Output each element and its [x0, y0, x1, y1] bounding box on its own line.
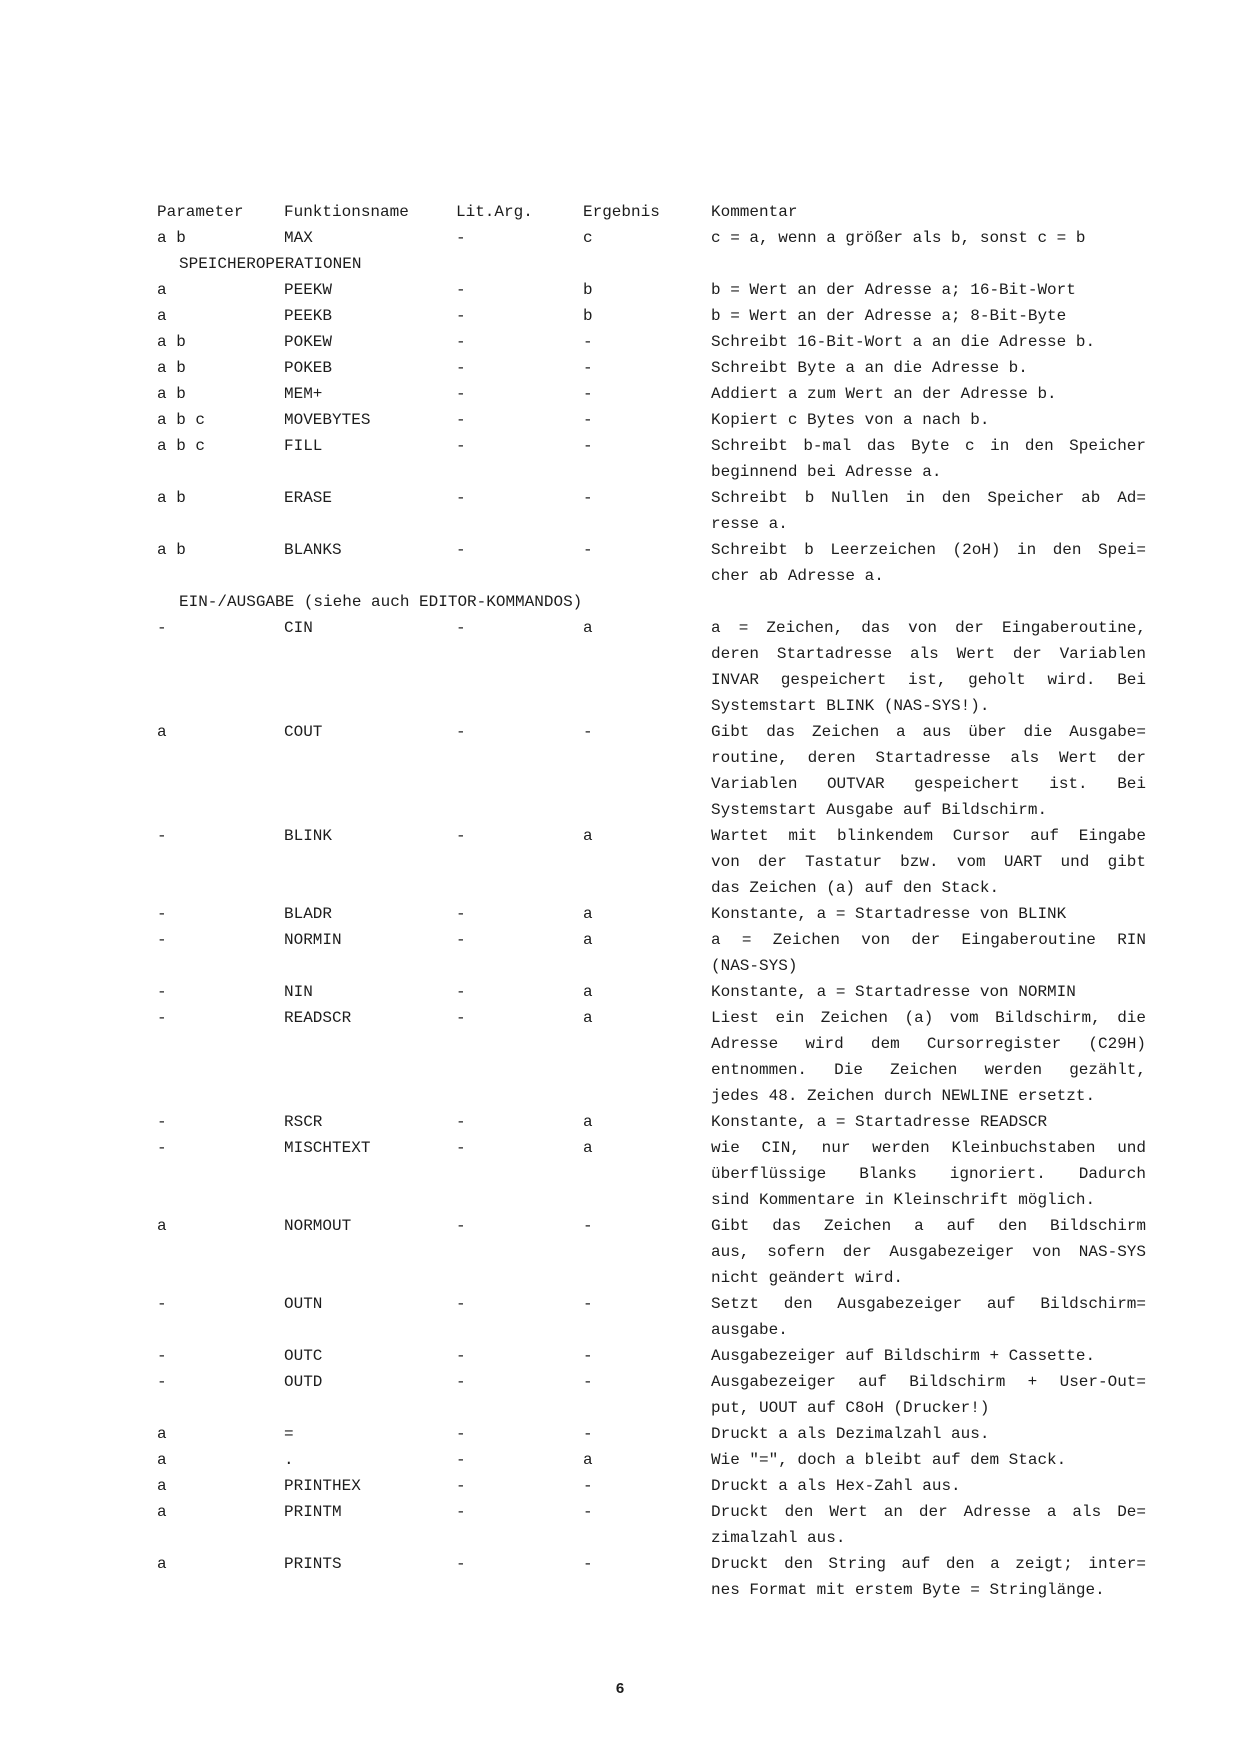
lit-arg-cell: - — [456, 359, 466, 377]
lit-arg-cell: - — [456, 1451, 466, 1469]
parameter-cell: a — [157, 307, 167, 325]
comment-cell: cher ab Adresse a. — [711, 567, 884, 585]
table-header — [157, 199, 1157, 225]
function-name-cell: BLADR — [284, 905, 333, 923]
result-cell: - — [583, 1477, 593, 1495]
parameter-cell: a b c — [157, 411, 206, 429]
comment-cell: put, UOUT auf C8oH (Drucker!) — [711, 1399, 990, 1417]
comment-cell: Schreibt b Leerzeichen (2oH) in den Spei= — [711, 541, 1146, 559]
table-row-continuation — [157, 693, 1157, 719]
comment-cell: Systemstart Ausgabe auf Bildschirm. — [711, 801, 1048, 819]
comment-cell: routine, deren Startadresse als Wert der — [711, 749, 1146, 767]
parameter-cell: a — [157, 1217, 167, 1235]
comment-cell: INVAR gespeichert ist, geholt wird. Bei — [711, 671, 1146, 689]
lit-arg-cell: - — [456, 1373, 466, 1391]
result-cell: a — [583, 931, 593, 949]
function-name-cell: NIN — [284, 983, 313, 1001]
result-cell: a — [583, 1451, 593, 1469]
parameter-cell: - — [157, 1113, 167, 1131]
comment-cell: überflüssige Blanks ignoriert. Dadurch — [711, 1165, 1146, 1183]
function-name-cell: CIN — [284, 619, 313, 637]
lit-arg-cell: - — [456, 1113, 466, 1131]
result-cell: - — [583, 1503, 593, 1521]
table-row — [157, 823, 1157, 849]
function-name-cell: READSCR — [284, 1009, 352, 1027]
comment-cell: ausgabe. — [711, 1321, 788, 1339]
table-row — [157, 719, 1157, 745]
lit-arg-cell: - — [456, 1425, 466, 1443]
table-row — [157, 901, 1157, 927]
table-row-continuation — [157, 459, 1157, 485]
lit-arg-cell: - — [456, 1009, 466, 1027]
result-cell: a — [583, 1009, 593, 1027]
comment-cell: Druckt den Wert an der Adresse a als De= — [711, 1503, 1146, 1521]
parameter-cell: a b — [157, 359, 186, 377]
table-row-continuation — [157, 953, 1157, 979]
table-row-continuation — [157, 641, 1157, 667]
comment-cell: Ausgabezeiger auf Bildschirm + Cassette. — [711, 1347, 1096, 1365]
result-cell: a — [583, 827, 593, 845]
table-row — [157, 433, 1157, 459]
page-number: 6 — [615, 1680, 625, 1697]
result-cell: - — [583, 1295, 593, 1313]
result-cell: a — [583, 1113, 593, 1131]
table-row — [157, 485, 1157, 511]
parameter-cell: a b — [157, 541, 186, 559]
lit-arg-cell: - — [456, 411, 466, 429]
comment-cell: b = Wert an der Adresse a; 16-Bit-Wort — [711, 281, 1076, 299]
result-cell: - — [583, 723, 593, 741]
table-row — [157, 225, 1157, 251]
parameter-cell: a b c — [157, 437, 206, 455]
table-row — [157, 277, 1157, 303]
lit-arg-cell: - — [456, 619, 466, 637]
table-row-continuation — [157, 849, 1157, 875]
parameter-cell: - — [157, 1347, 167, 1365]
table-row-continuation — [157, 1525, 1157, 1551]
lit-arg-cell: - — [456, 489, 466, 507]
table-row-continuation — [157, 563, 1157, 589]
comment-cell: nes Format mit erstem Byte = Stringlänge. — [711, 1581, 1105, 1599]
comment-cell: Konstante, a = Startadresse READSCR — [711, 1113, 1048, 1131]
function-name-cell: BLANKS — [284, 541, 342, 559]
table-row — [157, 1135, 1157, 1161]
parameter-cell: - — [157, 1373, 167, 1391]
section-heading — [157, 589, 1157, 615]
header-funktionsname: Funktionsname — [284, 203, 409, 221]
table-row — [157, 1551, 1157, 1577]
comment-cell: Ausgabezeiger auf Bildschirm + User-Out= — [711, 1373, 1146, 1391]
result-cell: - — [583, 411, 593, 429]
comment-cell: von der Tastatur bzw. vom UART und gibt — [711, 853, 1146, 871]
function-name-cell: MOVEBYTES — [284, 411, 371, 429]
function-name-cell: PRINTM — [284, 1503, 342, 1521]
lit-arg-cell: - — [456, 1295, 466, 1313]
comment-cell: Adresse wird dem Cursorregister (C29H) — [711, 1035, 1146, 1053]
table-row — [157, 355, 1157, 381]
comment-cell: (NAS-SYS) — [711, 957, 798, 975]
lit-arg-cell: - — [456, 229, 466, 247]
result-cell: - — [583, 333, 593, 351]
comment-cell: Kopiert c Bytes von a nach b. — [711, 411, 990, 429]
header-lit-arg: Lit.Arg. — [456, 203, 533, 221]
comment-cell: b = Wert an der Adresse a; 8-Bit-Byte — [711, 307, 1067, 325]
table-row — [157, 615, 1157, 641]
parameter-cell: - — [157, 619, 167, 637]
function-name-cell: MISCHTEXT — [284, 1139, 371, 1157]
lit-arg-cell: - — [456, 827, 466, 845]
table-row — [157, 1499, 1157, 1525]
function-name-cell: RSCR — [284, 1113, 323, 1131]
comment-cell: a = Zeichen von der Eingaberoutine RIN — [711, 931, 1146, 949]
result-cell: c — [583, 229, 593, 247]
comment-cell: Konstante, a = Startadresse von NORMIN — [711, 983, 1076, 1001]
parameter-cell: - — [157, 1009, 167, 1027]
function-name-cell: POKEW — [284, 333, 333, 351]
function-name-cell: FILL — [284, 437, 323, 455]
function-name-cell: = — [284, 1425, 294, 1443]
table-row-continuation — [157, 1161, 1157, 1187]
table-row-continuation — [157, 1239, 1157, 1265]
table-row-continuation — [157, 1083, 1157, 1109]
result-cell: b — [583, 307, 593, 325]
comment-cell: wie CIN, nur werden Kleinbuchstaben und — [711, 1139, 1146, 1157]
function-table — [157, 199, 1157, 1603]
function-name-cell: ERASE — [284, 489, 333, 507]
result-cell: a — [583, 905, 593, 923]
lit-arg-cell: - — [456, 1503, 466, 1521]
table-row-continuation — [157, 875, 1157, 901]
function-name-cell: MEM+ — [284, 385, 323, 403]
table-row — [157, 1473, 1157, 1499]
comment-cell: c = a, wenn a größer als b, sonst c = b — [711, 229, 1086, 247]
parameter-cell: - — [157, 931, 167, 949]
comment-cell: Addiert a zum Wert an der Adresse b. — [711, 385, 1057, 403]
function-name-cell: PRINTHEX — [284, 1477, 361, 1495]
header-parameter: Parameter — [157, 203, 244, 221]
lit-arg-cell: - — [456, 983, 466, 1001]
table-row-continuation — [157, 1265, 1157, 1291]
function-name-cell: BLINK — [284, 827, 333, 845]
comment-cell: Liest ein Zeichen (a) vom Bildschirm, die — [711, 1009, 1146, 1027]
comment-cell: Druckt den String auf den a zeigt; inter= — [711, 1555, 1146, 1573]
table-row — [157, 1343, 1157, 1369]
function-name-cell: PEEKB — [284, 307, 333, 325]
comment-cell: jedes 48. Zeichen durch NEWLINE ersetzt. — [711, 1087, 1096, 1105]
table-row-continuation — [157, 1395, 1157, 1421]
function-name-cell: POKEB — [284, 359, 333, 377]
lit-arg-cell: - — [456, 385, 466, 403]
result-cell: - — [583, 489, 593, 507]
table-row — [157, 1109, 1157, 1135]
parameter-cell: a — [157, 1503, 167, 1521]
result-cell: - — [583, 1373, 593, 1391]
comment-cell: Schreibt Byte a an die Adresse b. — [711, 359, 1028, 377]
comment-cell: Setzt den Ausgabezeiger auf Bildschirm= — [711, 1295, 1146, 1313]
table-row — [157, 381, 1157, 407]
lit-arg-cell: - — [456, 541, 466, 559]
result-cell: - — [583, 1425, 593, 1443]
result-cell: - — [583, 1217, 593, 1235]
parameter-cell: - — [157, 983, 167, 1001]
lit-arg-cell: - — [456, 437, 466, 455]
comment-cell: Konstante, a = Startadresse von BLINK — [711, 905, 1067, 923]
table-row-continuation — [157, 771, 1157, 797]
parameter-cell: a b — [157, 333, 186, 351]
comment-cell: Schreibt 16-Bit-Wort a an die Adresse b. — [711, 333, 1096, 351]
result-cell: - — [583, 385, 593, 403]
function-name-cell: PEEKW — [284, 281, 333, 299]
comment-cell: zimalzahl aus. — [711, 1529, 846, 1547]
table-row — [157, 979, 1157, 1005]
lit-arg-cell: - — [456, 1555, 466, 1573]
table-row-continuation — [157, 1187, 1157, 1213]
table-row — [157, 537, 1157, 563]
comment-cell: Variablen OUTVAR gespeichert ist. Bei — [711, 775, 1146, 793]
comment-cell: das Zeichen (a) auf den Stack. — [711, 879, 1000, 897]
result-cell: - — [583, 1555, 593, 1573]
comment-cell: beginnend bei Adresse a. — [711, 463, 942, 481]
function-name-cell: MAX — [284, 229, 313, 247]
comment-cell: resse a. — [711, 515, 788, 533]
lit-arg-cell: - — [456, 931, 466, 949]
parameter-cell: - — [157, 1295, 167, 1313]
function-name-cell: PRINTS — [284, 1555, 342, 1573]
result-cell: b — [583, 281, 593, 299]
function-name-cell: NORMIN — [284, 931, 342, 949]
table-row-continuation — [157, 1577, 1157, 1603]
table-row-continuation — [157, 511, 1157, 537]
header-kommentar: Kommentar — [711, 203, 798, 221]
function-name-cell: OUTC — [284, 1347, 323, 1365]
comment-cell: deren Startadresse als Wert der Variablen — [711, 645, 1146, 663]
function-name-cell: OUTN — [284, 1295, 323, 1313]
lit-arg-cell: - — [456, 1139, 466, 1157]
comment-cell: Wartet mit blinkendem Cursor auf Eingabe — [711, 827, 1146, 845]
comment-cell: Schreibt b-mal das Byte c in den Speicher — [711, 437, 1146, 455]
lit-arg-cell: - — [456, 1347, 466, 1365]
lit-arg-cell: - — [456, 905, 466, 923]
parameter-cell: a — [157, 1425, 167, 1443]
section-heading — [157, 251, 1157, 277]
comment-cell: Systemstart BLINK (NAS-SYS!). — [711, 697, 990, 715]
header-ergebnis: Ergebnis — [583, 203, 660, 221]
function-name-cell: NORMOUT — [284, 1217, 352, 1235]
table-row — [157, 1005, 1157, 1031]
section-title: SPEICHEROPERATIONEN — [179, 255, 362, 273]
lit-arg-cell: - — [456, 281, 466, 299]
parameter-cell: a — [157, 1477, 167, 1495]
result-cell: - — [583, 359, 593, 377]
result-cell: - — [583, 1347, 593, 1365]
parameter-cell: - — [157, 827, 167, 845]
comment-cell: a = Zeichen, das von der Eingaberoutine, — [711, 619, 1146, 637]
parameter-cell: - — [157, 905, 167, 923]
table-row — [157, 1213, 1157, 1239]
parameter-cell: a — [157, 723, 167, 741]
result-cell: - — [583, 541, 593, 559]
table-row-continuation — [157, 1057, 1157, 1083]
comment-cell: Gibt das Zeichen a aus über die Ausgabe= — [711, 723, 1146, 741]
table-row-continuation — [157, 1031, 1157, 1057]
table-row-continuation — [157, 1317, 1157, 1343]
lit-arg-cell: - — [456, 307, 466, 325]
section-title: EIN-/AUSGABE (siehe auch EDITOR-KOMMANDOS) — [179, 593, 583, 611]
lit-arg-cell: - — [456, 1217, 466, 1235]
function-name-cell: COUT — [284, 723, 323, 741]
table-row — [157, 407, 1157, 433]
table-row — [157, 1369, 1157, 1395]
parameter-cell: a — [157, 1451, 167, 1469]
comment-cell: aus, sofern der Ausgabezeiger von NAS-SYS — [711, 1243, 1146, 1261]
lit-arg-cell: - — [456, 333, 466, 351]
table-row — [157, 1447, 1157, 1473]
table-row — [157, 329, 1157, 355]
parameter-cell: a — [157, 281, 167, 299]
lit-arg-cell: - — [456, 723, 466, 741]
table-row — [157, 1291, 1157, 1317]
result-cell: a — [583, 619, 593, 637]
comment-cell: Druckt a als Dezimalzahl aus. — [711, 1425, 990, 1443]
table-row-continuation — [157, 745, 1157, 771]
result-cell: a — [583, 983, 593, 1001]
comment-cell: Wie "=", doch a bleibt auf dem Stack. — [711, 1451, 1067, 1469]
comment-cell: sind Kommentare in Kleinschrift möglich. — [711, 1191, 1096, 1209]
table-row — [157, 927, 1157, 953]
parameter-cell: - — [157, 1139, 167, 1157]
comment-cell: nicht geändert wird. — [711, 1269, 904, 1287]
result-cell: a — [583, 1139, 593, 1157]
table-row — [157, 303, 1157, 329]
comment-cell: Schreibt b Nullen in den Speicher ab Ad= — [711, 489, 1146, 507]
comment-cell: entnommen. Die Zeichen werden gezählt, — [711, 1061, 1146, 1079]
table-row-continuation — [157, 667, 1157, 693]
parameter-cell: a b — [157, 229, 186, 247]
lit-arg-cell: - — [456, 1477, 466, 1495]
table-row — [157, 1421, 1157, 1447]
function-name-cell: OUTD — [284, 1373, 323, 1391]
comment-cell: Druckt a als Hex-Zahl aus. — [711, 1477, 961, 1495]
comment-cell: Gibt das Zeichen a auf den Bildschirm — [711, 1217, 1146, 1235]
table-row-continuation — [157, 797, 1157, 823]
function-name-cell: . — [284, 1451, 294, 1469]
result-cell: - — [583, 437, 593, 455]
parameter-cell: a b — [157, 489, 186, 507]
parameter-cell: a b — [157, 385, 186, 403]
parameter-cell: a — [157, 1555, 167, 1573]
